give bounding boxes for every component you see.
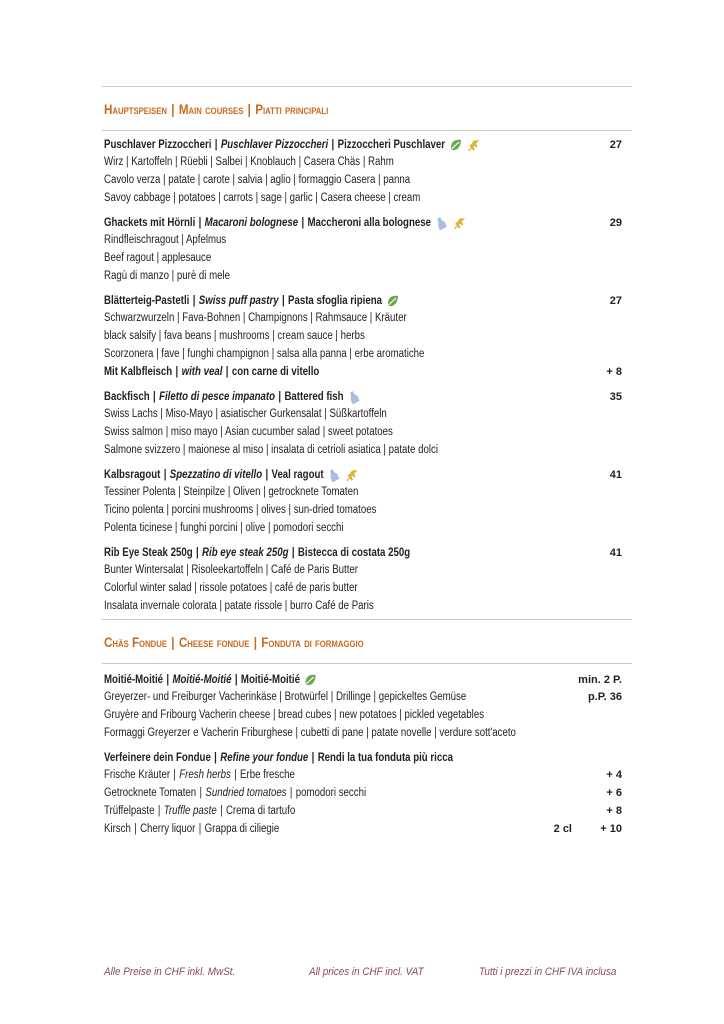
name-part-de: Moitié-Moitié (104, 674, 164, 686)
dish-price-per-person: p.P. 36 (587, 691, 622, 703)
section-title-en: Main courses (178, 102, 244, 117)
dish-name-row (104, 750, 622, 766)
menu-item (104, 672, 622, 742)
separator: | (192, 295, 196, 307)
menu-item (104, 467, 622, 537)
separator: | (311, 752, 315, 764)
name-part-en: Cherry liquor (140, 823, 196, 835)
name-part-it: Rendi la tua fonduta più ricca (317, 752, 453, 764)
extra-option (104, 820, 622, 838)
extra-quantity: 2 cl (553, 823, 572, 835)
dish-price: 29 (609, 217, 622, 229)
dish-description (104, 309, 622, 327)
description-text: Savoy cabbage | potatoes | carrots | sage | garlic | Casera cheese | cream (104, 192, 421, 204)
name-part-it: Moitié-Moitié (240, 674, 300, 686)
description-text: Polenta ticinese | funghi porcini | olive | pomodori secchi (104, 522, 344, 534)
extra-price: + 10 (600, 823, 622, 835)
dish-description (104, 171, 622, 189)
wheat-icon (467, 138, 480, 152)
dish-name-row (104, 467, 622, 483)
name-part-it: Bistecca di costata 250g (297, 547, 411, 559)
description-text: Swiss Lachs | Miso-Mayo | asiatischer Gurkensalat | Süßkartoffeln (104, 408, 387, 420)
dish-price: 35 (609, 391, 622, 403)
description-text: Rindfleischragout | Apfelmus (104, 234, 227, 246)
name-part-en: Sundried tomatoes (205, 787, 287, 799)
name-part-en: Moitié-Moitié (172, 674, 232, 686)
extra-option (104, 802, 622, 820)
separator: | (175, 366, 179, 378)
dish-name-row (104, 137, 622, 153)
description-text: Greyerzer- und Freiburger Vacherinkäse | Brotwürfel | Drillinge | gepickeltes Gemüse (104, 691, 467, 703)
section-heading (104, 87, 632, 130)
description-text: Swiss salmon | miso mayo | Asian cucumber salad | sweet potatoes (104, 426, 393, 438)
separator: | (153, 391, 156, 403)
separator: | (301, 217, 305, 229)
wheat-icon (453, 216, 466, 230)
milk-icon (348, 390, 361, 404)
separator: | (220, 805, 223, 817)
name-part-de: Blätterteig-Pastetli (104, 295, 190, 307)
extra-price: + 8 (606, 366, 622, 378)
separator: | (331, 139, 335, 151)
extra-option (104, 784, 622, 802)
dish-description (104, 327, 622, 345)
leaf-icon (304, 673, 317, 687)
menu-page (104, 86, 632, 846)
dish-name-row (104, 389, 622, 405)
description-text: Ragù di manzo | purè di mele (104, 270, 231, 282)
name-part-en: Swiss puff pastry (198, 295, 279, 307)
dish-description (104, 423, 622, 441)
name-part-en: with veal (181, 366, 223, 378)
name-part-de: Puschlaver Pizzoccheri (104, 139, 212, 151)
dish-description (104, 561, 622, 579)
name-part-it: con carne di vitello (231, 366, 320, 378)
separator: | (173, 769, 176, 781)
name-part-de: Getrocknete Tomaten (104, 787, 197, 799)
name-part-it: Pasta sfoglia ripiena (288, 295, 382, 307)
menu-items (104, 131, 632, 615)
description-text: Salmone svizzero | maionese al miso | insalata di cetrioli asiatica | patate dolci (104, 444, 438, 456)
dish-description (104, 405, 622, 423)
menu-item (104, 389, 622, 459)
description-text: Schwarzwurzeln | Fava-Bohnen | Champignons | Rahmsauce | Kräuter (104, 312, 407, 324)
name-part-de: Verfeinere dein Fondue (104, 752, 211, 764)
dish-price: 27 (609, 139, 622, 151)
dish-description (104, 189, 622, 207)
description-text: Colorful winter salad | rissole potatoes | café de paris butter (104, 582, 358, 594)
separator: | (289, 787, 293, 799)
separator: | (265, 469, 269, 481)
description-text: Insalata invernale colorata | patate rissole | burro Café de Paris (104, 600, 374, 612)
name-part-en: Rib eye steak 250g (202, 547, 289, 559)
separator: | (134, 823, 137, 835)
separator: | (291, 547, 295, 559)
separator: | (195, 547, 199, 559)
name-part-de: Kirsch (104, 823, 131, 835)
description-text: Wirz | Kartoffeln | Rüebli | Salbei | Knoblauch | Casera Chäs | Rahm (104, 156, 394, 168)
section-heading (104, 620, 632, 663)
dish-description (104, 249, 622, 267)
leaf-icon (386, 294, 399, 308)
name-part-de: Frische Kräuter (104, 769, 171, 781)
description-text: Bunter Wintersalat | Risoleekartoffeln | Café de Paris Butter (104, 564, 358, 576)
extra-option (104, 766, 622, 784)
extra-price: + 8 (606, 805, 622, 817)
description-text: Scorzonera | fave | funghi champignon | salsa alla panna | erbe aromatiche (104, 348, 425, 360)
wheat-icon (345, 468, 358, 482)
section-title-en: Cheese fondue (178, 635, 250, 650)
separator: | (247, 102, 251, 117)
section-title-de: Chäs Fondue (104, 635, 168, 650)
separator: | (163, 469, 167, 481)
dish-description (104, 597, 622, 615)
dish-name-row (104, 215, 622, 231)
separator: | (214, 752, 217, 764)
separator: | (199, 787, 203, 799)
separator: | (157, 805, 161, 817)
description-text: Formaggi Greyerzer e Vacherin Friburghese | cubetti di pane | patate novelle | verdure sott'aceto (104, 727, 516, 739)
dish-description (104, 231, 622, 249)
separator: | (214, 139, 218, 151)
name-part-en: Truffle paste (163, 805, 217, 817)
separator: | (234, 674, 238, 686)
section-title-it: Piatti principali (255, 102, 329, 117)
name-part-it: Pizzoccheri Puschlaver (337, 139, 446, 151)
dish-description (104, 706, 622, 724)
description-text: Gruyère and Fribourg Vacherin cheese | bread cubes | new potatoes | pickled vegetables (104, 709, 485, 721)
dish-description (104, 724, 622, 742)
menu-item (104, 137, 622, 207)
description-text: Beef ragout | applesauce (104, 252, 212, 264)
extra-price: + 4 (606, 769, 622, 781)
name-part-de: Backfisch (104, 391, 150, 403)
name-part-en: Spezzatino di vitello (169, 469, 263, 481)
dish-description (104, 483, 622, 501)
name-part-it: Veal ragout (271, 469, 324, 481)
separator: | (253, 635, 257, 650)
menu-item (104, 215, 622, 285)
footer-price-note-it: Tutti i prezzi in CHF IVA inclusa (479, 966, 617, 978)
dish-price: 41 (609, 469, 622, 481)
name-part-it: Battered fish (284, 391, 344, 403)
separator: | (234, 769, 237, 781)
separator: | (198, 823, 202, 835)
description-text: Tessiner Polenta | Steinpilze | Oliven | getrocknete Tomaten (104, 486, 359, 498)
dish-price: 41 (609, 547, 622, 559)
separator: | (198, 217, 202, 229)
description-text: black salsify | fava beans | mushrooms | cream sauce | herbs (104, 330, 365, 342)
name-part-it: pomodori secchi (295, 787, 367, 799)
footer-price-note-de: Alle Preise in CHF inkl. MwSt. (104, 966, 236, 978)
separator: | (171, 635, 175, 650)
dish-description (104, 345, 622, 363)
separator: | (171, 102, 175, 117)
dish-price: min. 2 P. (578, 674, 622, 686)
name-part-en: Fresh herbs (179, 769, 231, 781)
milk-icon (328, 468, 341, 482)
dish-name-row (104, 672, 622, 688)
dish-name-row (104, 293, 622, 309)
separator: | (278, 391, 282, 403)
dish-name-row (104, 545, 622, 561)
description-text: Ticino polenta | porcini mushrooms | olives | sun-dried tomatoes (104, 504, 377, 516)
dish-price: 27 (609, 295, 622, 307)
name-part-it: Grappa di ciliegie (204, 823, 280, 835)
name-part-en: Filetto di pesce impanato (159, 391, 276, 403)
section-title-it: Fonduta di formaggio (261, 635, 364, 650)
extra-price: + 6 (606, 787, 622, 799)
name-part-de: Ghackets mit Hörnli (104, 217, 196, 229)
separator: | (225, 366, 229, 378)
dish-description (104, 267, 622, 285)
name-part-it: Crema di tartufo (225, 805, 296, 817)
dish-description (104, 688, 622, 706)
name-part-de: Mit Kalbfleisch (104, 366, 173, 378)
menu-item (104, 293, 622, 381)
dish-description (104, 153, 622, 171)
menu-items (104, 664, 632, 838)
footer-price-note-en: All prices in CHF incl. VAT (309, 966, 424, 978)
separator: | (281, 295, 285, 307)
section-title-de: Hauptspeisen (104, 102, 168, 117)
milk-icon (435, 216, 448, 230)
name-part-de: Trüffelpaste (104, 805, 155, 817)
description-text: Cavolo verza | patate | carote | salvia | aglio | formaggio Casera | panna (104, 174, 411, 186)
dish-description (104, 441, 622, 459)
separator: | (166, 674, 170, 686)
name-part-it: Maccheroni alla bolognese (307, 217, 431, 229)
dish-description (104, 579, 622, 597)
dish-description (104, 519, 622, 537)
extra-option (104, 363, 622, 381)
name-part-en: Puschlaver Pizzoccheri (220, 139, 329, 151)
name-part-en: Refine your fondue (220, 752, 309, 764)
name-part-de: Kalbsragout (104, 469, 161, 481)
name-part-it: Erbe fresche (240, 769, 295, 781)
dish-description (104, 501, 622, 519)
menu-item (104, 750, 622, 838)
menu-item (104, 545, 622, 615)
name-part-en: Macaroni bolognese (204, 217, 299, 229)
name-part-de: Rib Eye Steak 250g (104, 547, 193, 559)
leaf-icon (449, 138, 462, 152)
